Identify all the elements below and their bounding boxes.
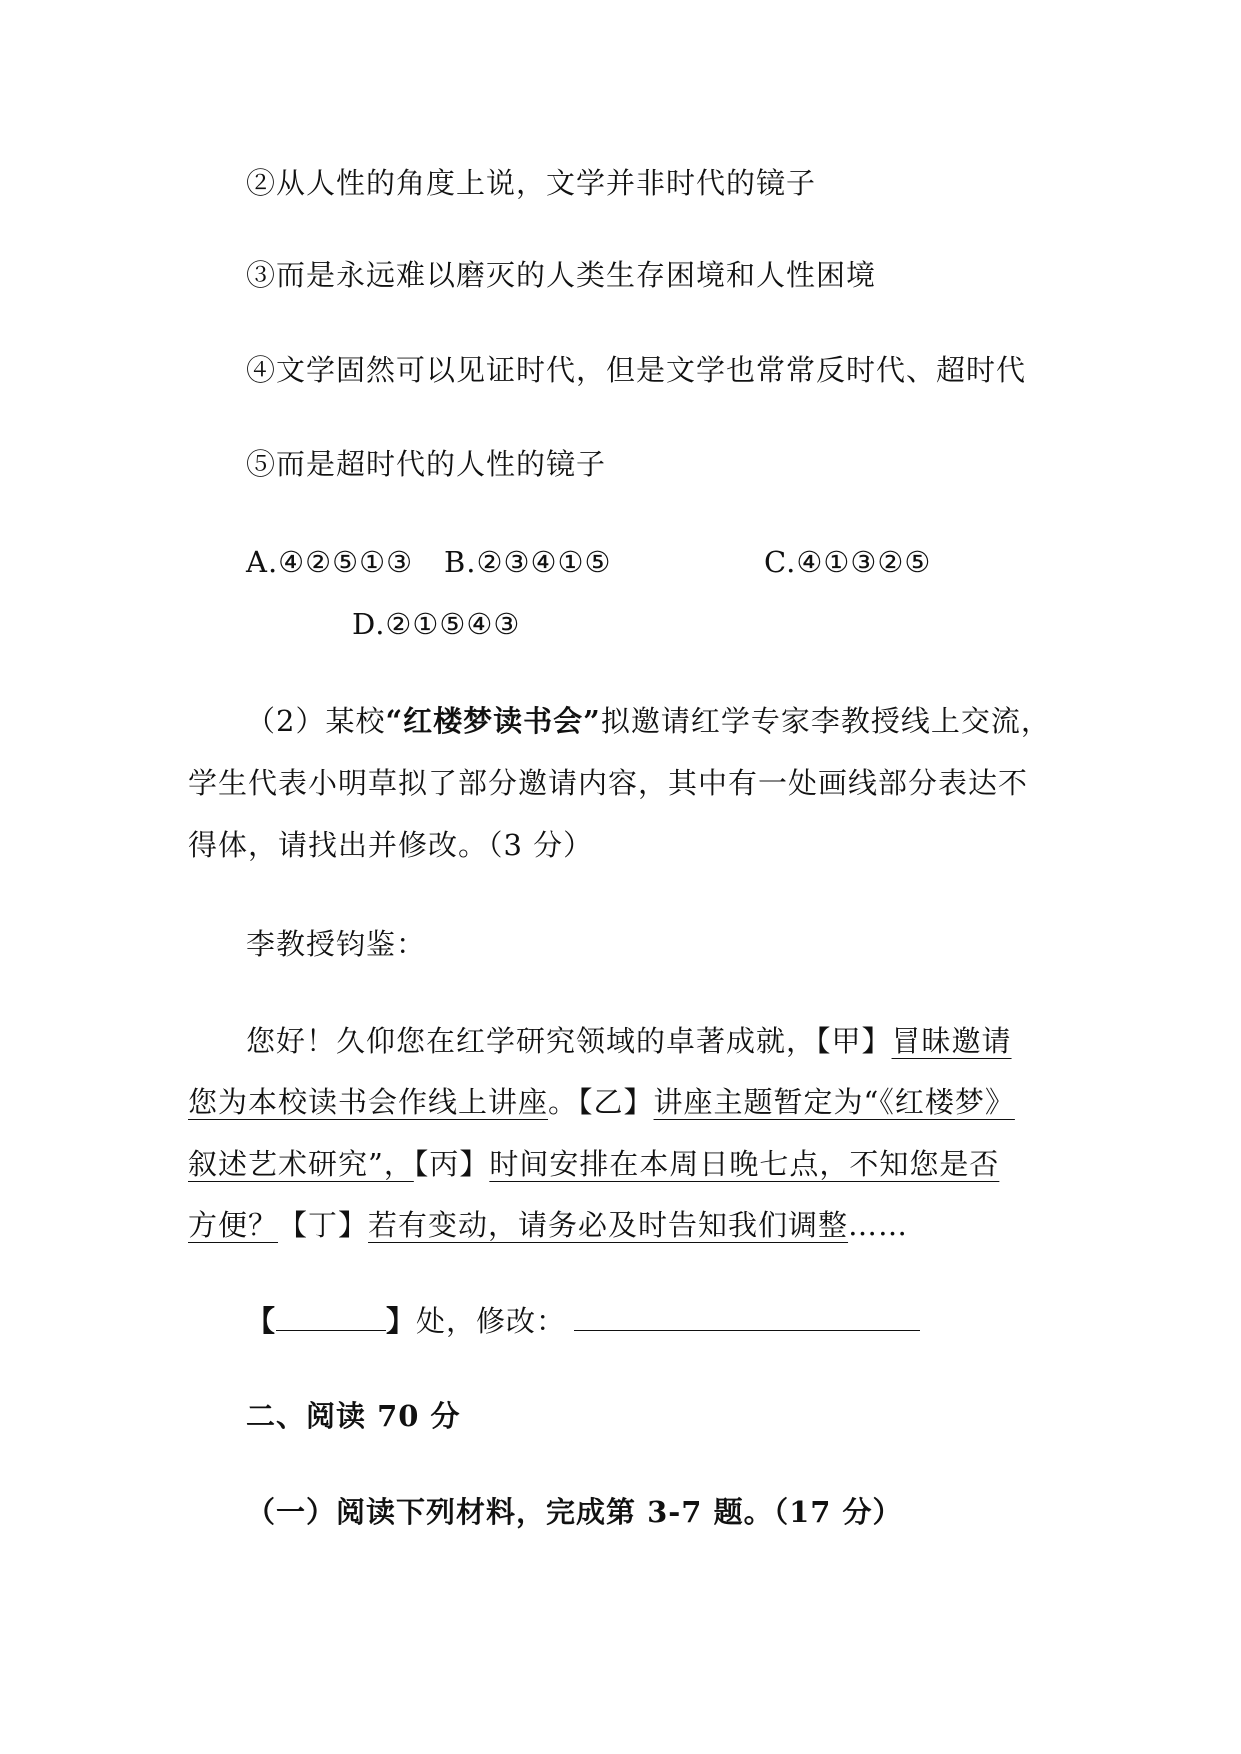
sentence-2: ②从人性的角度上说，文学并非时代的镜子	[246, 166, 817, 200]
sentence-4: ④文学固然可以见证时代，但是文学也常常反时代、超时代	[246, 353, 1027, 387]
underlined-jia-cont: 您为本校读书会作线上讲座	[188, 1085, 549, 1119]
option-c: C.④①③②⑤	[764, 545, 932, 579]
answer-line: 【 】处，修改：	[246, 1301, 920, 1341]
section-subtitle: （一）阅读下列材料，完成第 3-7 题。（17 分）	[246, 1495, 903, 1529]
sentence-5: ⑤而是超时代的人性的镜子	[246, 447, 607, 481]
answer-blank-revision[interactable]	[574, 1329, 920, 1331]
underlined-yi: 讲座主题暂定为“《红楼梦》	[653, 1085, 1015, 1119]
underlined-yi-cont: 叙述艺术研究”，	[188, 1147, 414, 1181]
club-name: “红楼梦读书会”	[385, 704, 601, 738]
letter-line-4: 方便？【丁】若有变动，请务必及时告知我们调整……	[188, 1208, 909, 1242]
question-2-line-3: 得体，请找出并修改。（3 分）	[188, 828, 594, 862]
letter-line-2: 您为本校读书会作线上讲座。【乙】讲座主题暂定为“《红楼梦》	[188, 1085, 1015, 1119]
underlined-bing-cont: 方便？	[188, 1208, 279, 1242]
question-2-rest: 拟邀请红学专家李教授线上交流，	[600, 704, 1051, 738]
underlined-ding: 若有变动，请务必及时告知我们调整	[368, 1208, 849, 1242]
section-title: 二、阅读 70 分	[246, 1399, 461, 1433]
letter-line-3	[188, 1144, 999, 1184]
option-d: D.②①⑤④③	[352, 607, 521, 641]
sentence-3: ③而是永远难以磨灭的人类生存困境和人性困境	[246, 258, 877, 292]
option-a: A.④②⑤①③	[246, 545, 414, 579]
tag-bing: 【丙】	[413, 1147, 490, 1181]
tag-yi: 【乙】	[578, 1085, 654, 1119]
letter-line-1: 您好！久仰您在红学研究领域的卓著成就，【甲】冒昧邀请	[246, 1024, 1012, 1058]
question-2-line-2: 学生代表小明草拟了部分邀请内容，其中有一处画线部分表达不	[188, 766, 1029, 800]
underlined-bing: 时间安排在本周日晚七点，不知您是否	[489, 1147, 1000, 1181]
tag-ding: 【丁】	[278, 1208, 369, 1242]
underlined-jia: 冒昧邀请	[891, 1024, 1012, 1058]
option-b: B.②③④①⑤	[444, 545, 612, 579]
question-2-prefix: （2）某校	[246, 704, 386, 738]
tag-jia: 【甲】	[816, 1024, 892, 1058]
question-2-line-1	[246, 701, 1051, 741]
answer-blank-tag[interactable]	[276, 1329, 386, 1331]
letter-salutation: 李教授钧鉴：	[246, 927, 427, 961]
